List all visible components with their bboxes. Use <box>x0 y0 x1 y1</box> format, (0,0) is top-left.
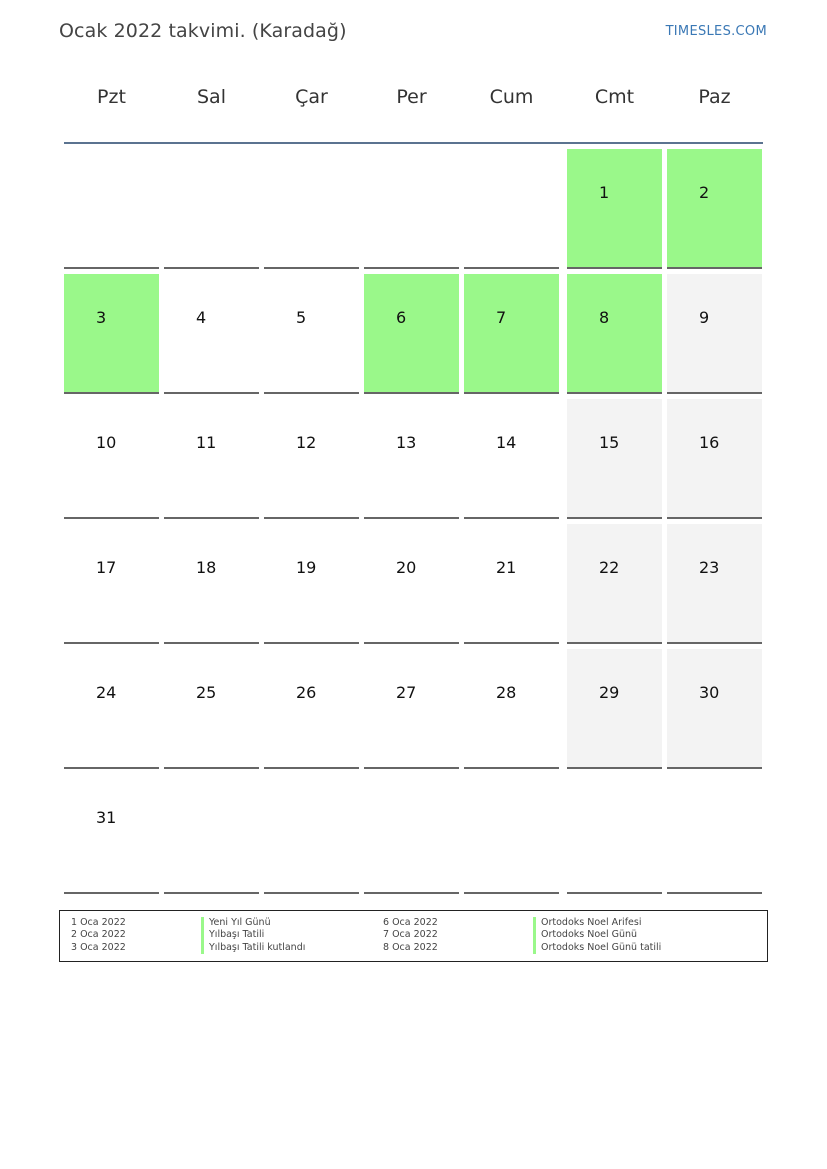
legend-date: 2 Oca 2022 <box>71 929 126 941</box>
day-cell-12 <box>264 399 359 519</box>
day-number: 5 <box>296 308 307 327</box>
weekday-paz: Paz <box>698 86 731 108</box>
day-cell-4 <box>164 274 259 394</box>
day-cell-5 <box>264 274 359 394</box>
empty-day-cell <box>164 149 259 269</box>
day-number: 4 <box>196 308 207 327</box>
day-number: 6 <box>396 308 407 327</box>
day-number: 17 <box>96 558 117 577</box>
day-number: 24 <box>96 683 117 702</box>
empty-day-cell <box>364 774 459 894</box>
day-number: 26 <box>296 683 317 702</box>
day-cell-10 <box>64 399 159 519</box>
day-number: 16 <box>699 433 720 452</box>
holiday-legend <box>59 910 768 962</box>
day-cell-6 <box>364 274 459 394</box>
day-number: 31 <box>96 808 117 827</box>
empty-day-cell <box>464 149 559 269</box>
day-cell-15 <box>567 399 662 519</box>
day-number: 1 <box>599 183 610 202</box>
day-number: 10 <box>96 433 117 452</box>
weekday-cmt: Cmt <box>594 86 635 108</box>
day-number: 21 <box>496 558 517 577</box>
weekday-header <box>64 86 763 122</box>
day-number: 12 <box>296 433 317 452</box>
day-number: 25 <box>196 683 217 702</box>
empty-day-cell <box>667 774 762 894</box>
empty-day-cell <box>64 149 159 269</box>
day-number: 18 <box>196 558 217 577</box>
legend-date: 7 Oca 2022 <box>383 929 438 941</box>
day-number: 14 <box>496 433 517 452</box>
weekday-çar: Çar <box>295 86 328 108</box>
day-cell-8 <box>567 274 662 394</box>
legend-holiday-name: Yılbaşı Tatili <box>201 929 264 941</box>
day-number: 20 <box>396 558 417 577</box>
legend-holiday-name: Ortodoks Noel Günü <box>533 929 637 941</box>
empty-day-cell <box>364 149 459 269</box>
day-cell-30 <box>667 649 762 769</box>
legend-holiday-name: Yılbaşı Tatili kutlandı <box>201 942 305 954</box>
day-number: 27 <box>396 683 417 702</box>
day-cell-29 <box>567 649 662 769</box>
day-cell-31 <box>64 774 159 894</box>
day-cell-21 <box>464 524 559 644</box>
legend-date: 6 Oca 2022 <box>383 917 438 928</box>
weekday-sal: Sal <box>197 86 226 108</box>
day-cell-26 <box>264 649 359 769</box>
day-number: 7 <box>496 308 507 327</box>
day-cell-7 <box>464 274 559 394</box>
day-cell-14 <box>464 399 559 519</box>
weekday-pzt: Pzt <box>97 86 126 108</box>
day-cell-28 <box>464 649 559 769</box>
day-number: 22 <box>599 558 620 577</box>
day-cell-2 <box>667 149 762 269</box>
day-cell-11 <box>164 399 259 519</box>
day-number: 15 <box>599 433 620 452</box>
day-number: 29 <box>599 683 620 702</box>
empty-day-cell <box>264 774 359 894</box>
legend-date: 8 Oca 2022 <box>383 941 438 953</box>
day-number: 3 <box>96 308 107 327</box>
day-cell-13 <box>364 399 459 519</box>
day-number: 11 <box>196 433 217 452</box>
day-number: 19 <box>296 558 317 577</box>
day-cell-1 <box>567 149 662 269</box>
legend-date: 1 Oca 2022 <box>71 917 126 928</box>
day-number: 8 <box>599 308 610 327</box>
day-number: 30 <box>699 683 720 702</box>
day-cell-9 <box>667 274 762 394</box>
weekday-per: Per <box>396 86 427 108</box>
day-number: 2 <box>699 183 710 202</box>
day-cell-23 <box>667 524 762 644</box>
empty-day-cell <box>567 774 662 894</box>
empty-day-cell <box>264 149 359 269</box>
brand-link[interactable]: TIMESLES.COM <box>665 24 767 39</box>
empty-day-cell <box>464 774 559 894</box>
day-cell-17 <box>64 524 159 644</box>
page-title: Ocak 2022 takvimi. (Karadağ) <box>59 20 347 42</box>
day-number: 13 <box>396 433 417 452</box>
day-cell-20 <box>364 524 459 644</box>
day-cell-27 <box>364 649 459 769</box>
empty-day-cell <box>164 774 259 894</box>
day-number: 23 <box>699 558 720 577</box>
day-cell-25 <box>164 649 259 769</box>
day-number: 28 <box>496 683 517 702</box>
weekday-cum: Cum <box>489 86 534 108</box>
legend-holiday-name: Yeni Yıl Günü <box>201 917 271 929</box>
day-cell-19 <box>264 524 359 644</box>
legend-date: 3 Oca 2022 <box>71 941 126 953</box>
legend-holiday-name: Ortodoks Noel Günü tatili <box>533 942 661 954</box>
day-number: 9 <box>699 308 710 327</box>
day-cell-16 <box>667 399 762 519</box>
day-cell-22 <box>567 524 662 644</box>
day-cell-24 <box>64 649 159 769</box>
header-divider <box>64 142 763 144</box>
legend-holiday-name: Ortodoks Noel Arifesi <box>533 917 641 929</box>
day-cell-3 <box>64 274 159 394</box>
day-cell-18 <box>164 524 259 644</box>
